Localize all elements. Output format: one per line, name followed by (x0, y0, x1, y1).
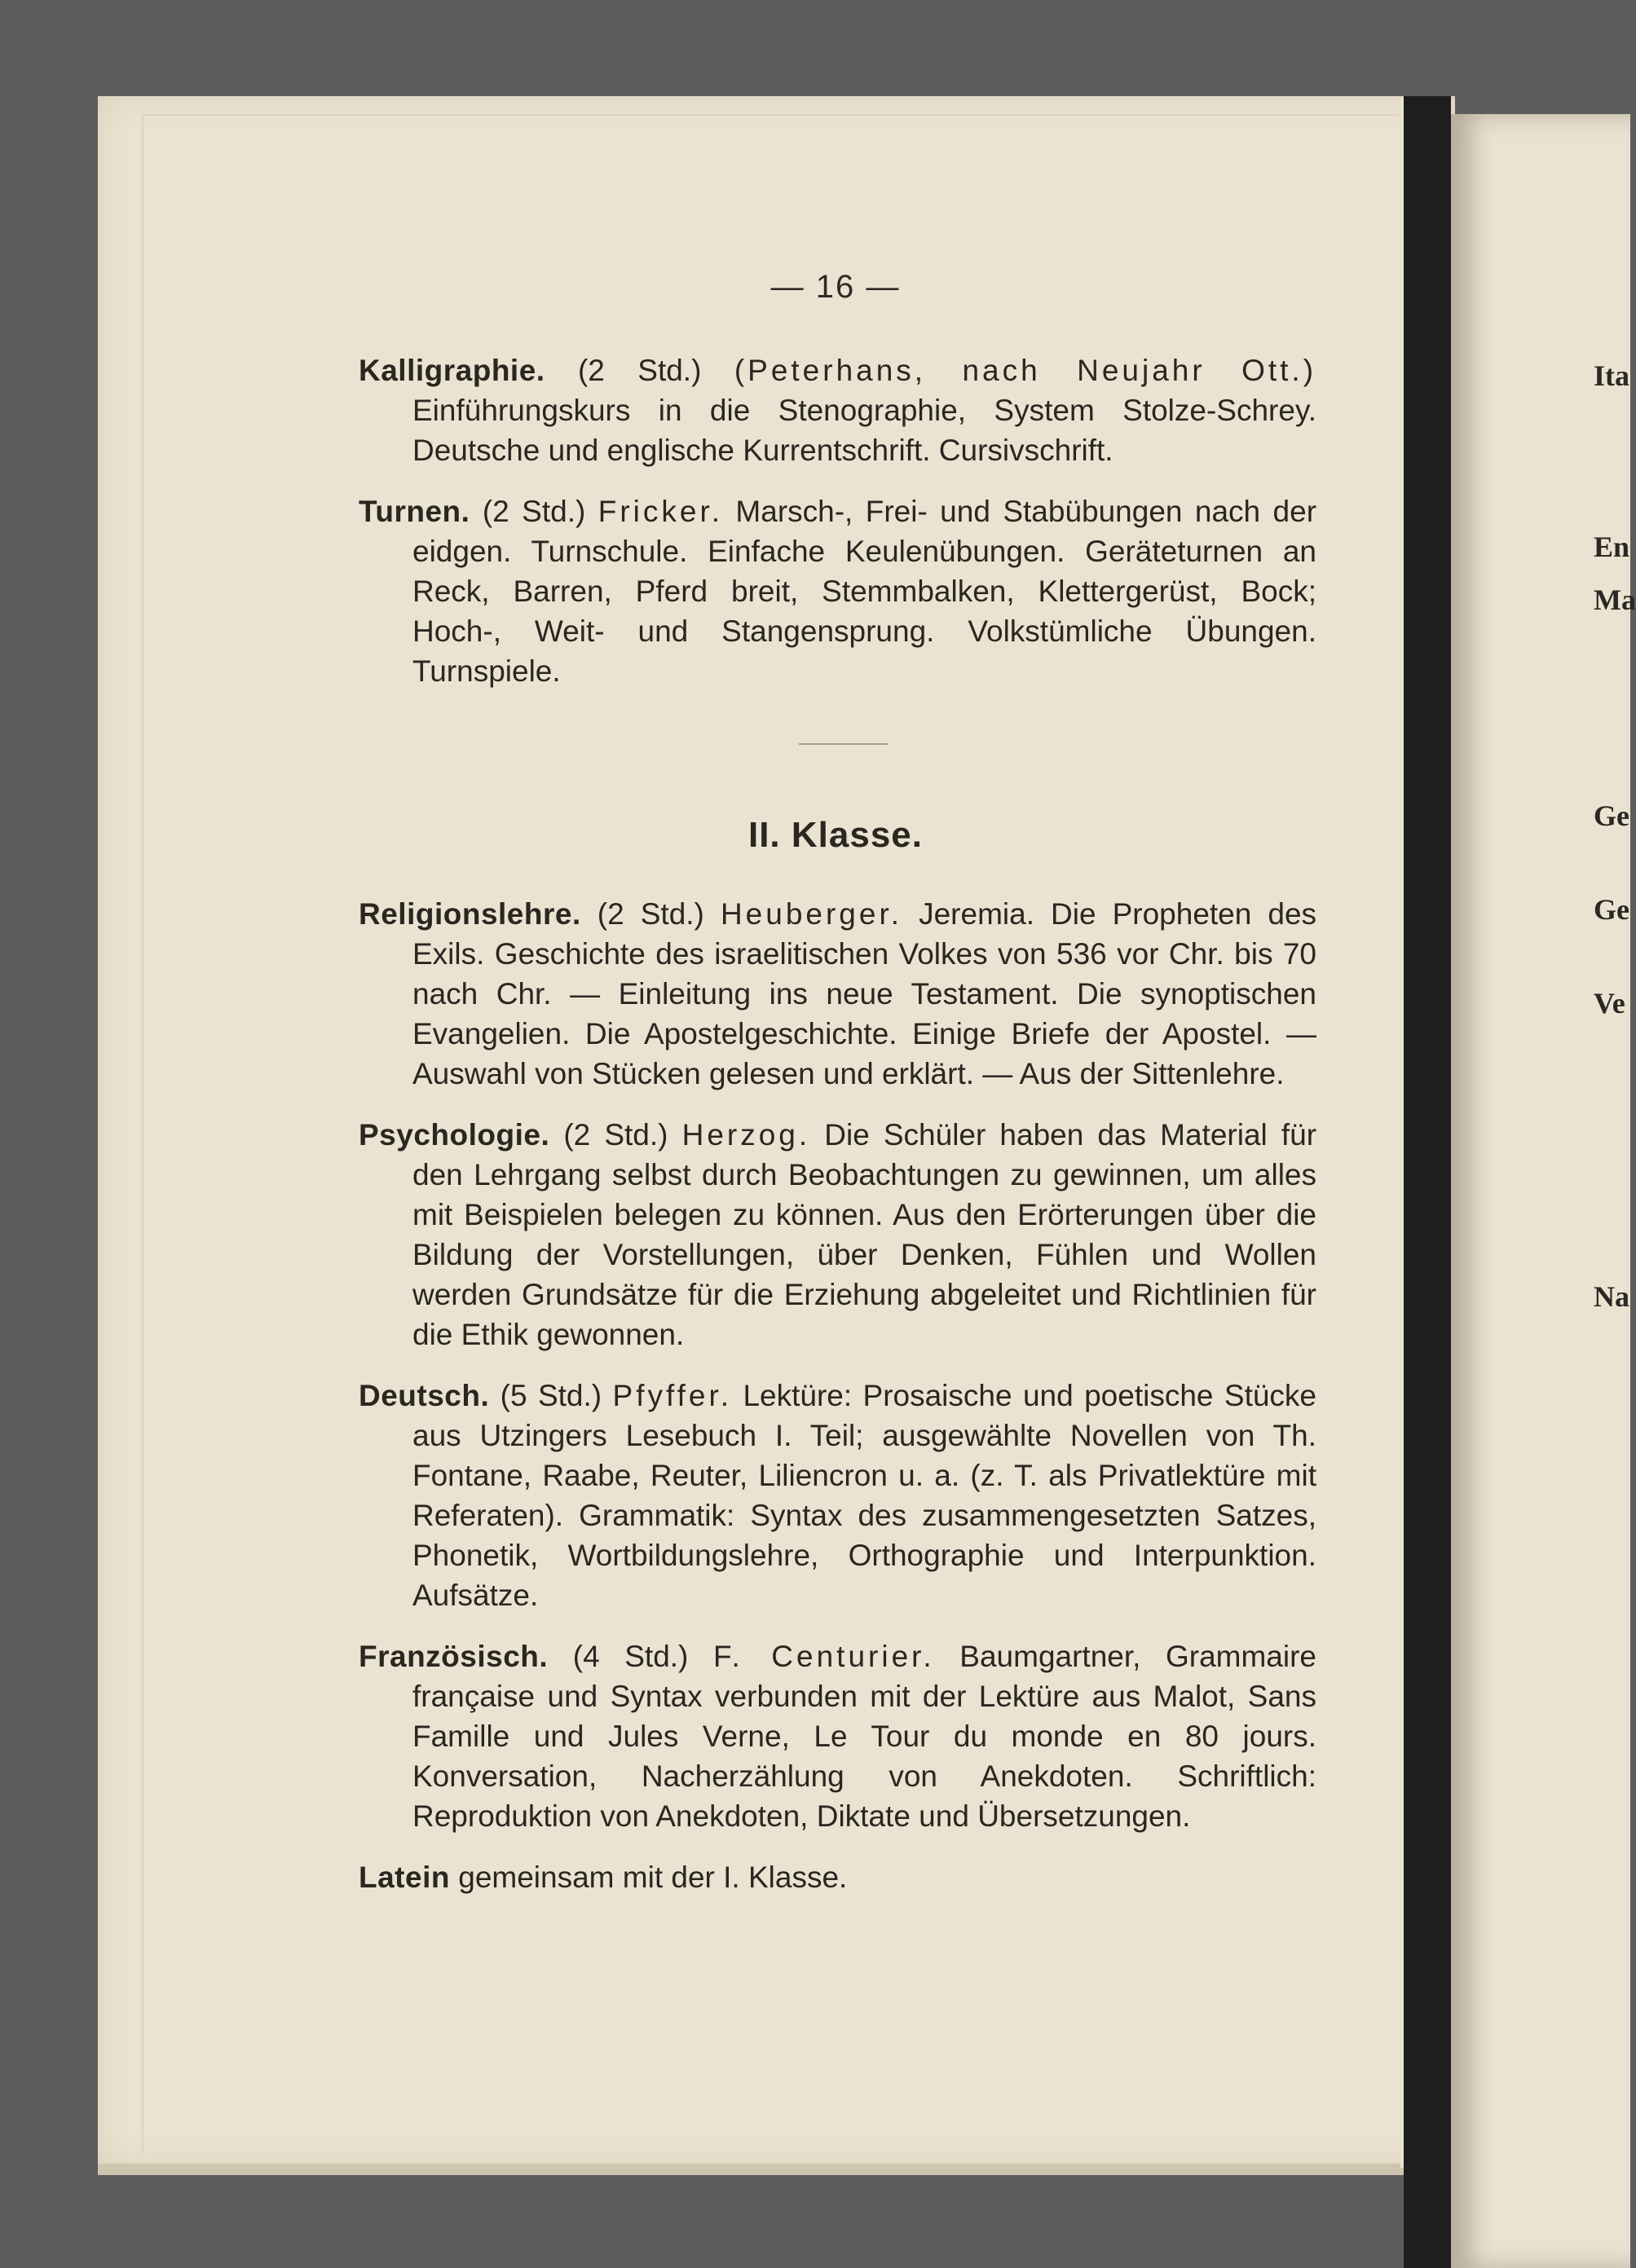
page-bottom-edge (98, 2164, 1455, 2175)
section-heading: Kalligraphie. (359, 354, 545, 387)
facing-page-fragment: Ve (1594, 987, 1625, 1019)
section-teacher: Fricker. (598, 495, 723, 528)
section-heading: Latein (359, 1861, 450, 1894)
section-teacher: F. Centurier. (712, 1640, 935, 1673)
section-hours: (2 Std.) (597, 897, 704, 931)
section-text: Einführungskurs in die Stenographie, System Stolze-Schrey. Deutsche und englische Kurrentschrift. Cursivschrift. (412, 394, 1316, 467)
section-hours: (2 Std.) (563, 1118, 668, 1152)
section-hours: (2 Std.) (482, 495, 586, 528)
top-sections (359, 350, 1316, 712)
section-heading: Französisch. (359, 1640, 549, 1673)
bottom-sections (359, 894, 1316, 1918)
section-religionslehre (359, 894, 1316, 1094)
section-heading: Deutsch. (359, 1379, 490, 1412)
section-heading: Psychologie. (359, 1118, 550, 1152)
facing-page-fragment: Na (1594, 1280, 1629, 1313)
section-text: Marsch-, Frei- und Stabübungen nach der eidgen. Turnschule. Einfache Keulenübungen. Geräteturnen an Reck, Barren, Pferd breit, Stemmbalken, Klettergerüst, Bock; Hoch-, Weit- und Stangensprung. Volkstümliche Übungen. Turnspiele. (412, 495, 1317, 688)
section-teacher: Herzog. (681, 1118, 811, 1152)
section-franzoesisch (359, 1636, 1316, 1836)
section-text: Lektüre: Prosaische und poetische Stücke aus Utzingers Lesebuch I. Teil; ausgewählte Novellen von Th. Fontane, Raabe, Reuter, Liliencron u. a. (z. T. als Privatlektüre mit Referaten). Grammatik: Syntax des zusammengesetzten Satzes, Phonetik, Wortbildungslehre, Orthographie und Interpunktion. Aufsätze. (412, 1379, 1317, 1612)
section-latein (359, 1857, 1316, 1897)
facing-page-fragment: Ge (1594, 893, 1629, 926)
section-text: Die Schüler haben das Material für den Lehrgang selbst durch Beobachtungen zu gewinnen, um alles mit Beispielen belegen zu können. Aus den Erörterungen über die Bildung der Vorstellungen, über Denken, Fühlen und Wollen werden Grundsätze für die Erziehung abgeleitet und Richtlinien für die Ethik gewonnen. (412, 1118, 1317, 1351)
section-kalligraphie (359, 350, 1316, 470)
section-psychologie (359, 1115, 1316, 1354)
facing-page-fragment: En (1594, 531, 1630, 563)
section-text: Jeremia. Die Propheten des Exils. Geschichte des israelitischen Volkes von 536 vor Chr. bis 70 nach Chr. — Einleitung ins neue Testament. Die synoptischen Evangelien. Die Apostelgeschichte. Einige Briefe der Apostel. — Auswahl von Stücken gelesen und erklärt. — Aus der Sittenlehre. (412, 897, 1317, 1090)
section-divider (799, 743, 889, 745)
facing-page-fragment: Ita (1594, 359, 1629, 392)
section-deutsch (359, 1376, 1316, 1615)
section-text: Baumgartner, Grammaire française und Syntax verbunden mit der Lektüre aus Malot, Sans Famille und Jules Verne, Le Tour du monde en 80 jours. Konversation, Nacherzählung von Anekdoten. Schriftlich: Reproduktion von Anekdoten, Diktate und Übersetzungen. (412, 1640, 1317, 1833)
facing-page (1451, 114, 1630, 2268)
section-heading: Religionslehre. (359, 897, 581, 931)
page-number: — 16 — (770, 269, 901, 305)
facing-page-fragment: Ge (1594, 799, 1629, 832)
section-teacher: Heuberger. (720, 897, 903, 931)
section-teacher: (Peterhans, nach Neujahr Ott.) (734, 354, 1317, 387)
facing-page-fragment: Ma (1594, 584, 1636, 616)
section-hours: (4 Std.) (572, 1640, 689, 1673)
section-hours: (5 Std.) (500, 1379, 602, 1412)
section-hours: (2 Std.) (577, 354, 702, 387)
section-heading: Turnen. (359, 495, 470, 528)
section-turnen (359, 491, 1316, 691)
section-title: II. Klasse. (747, 815, 923, 855)
section-teacher: Pfyffer. (612, 1379, 733, 1412)
book-gutter (1404, 96, 1451, 2268)
section-text: gemeinsam mit der I. Klasse. (458, 1861, 848, 1894)
